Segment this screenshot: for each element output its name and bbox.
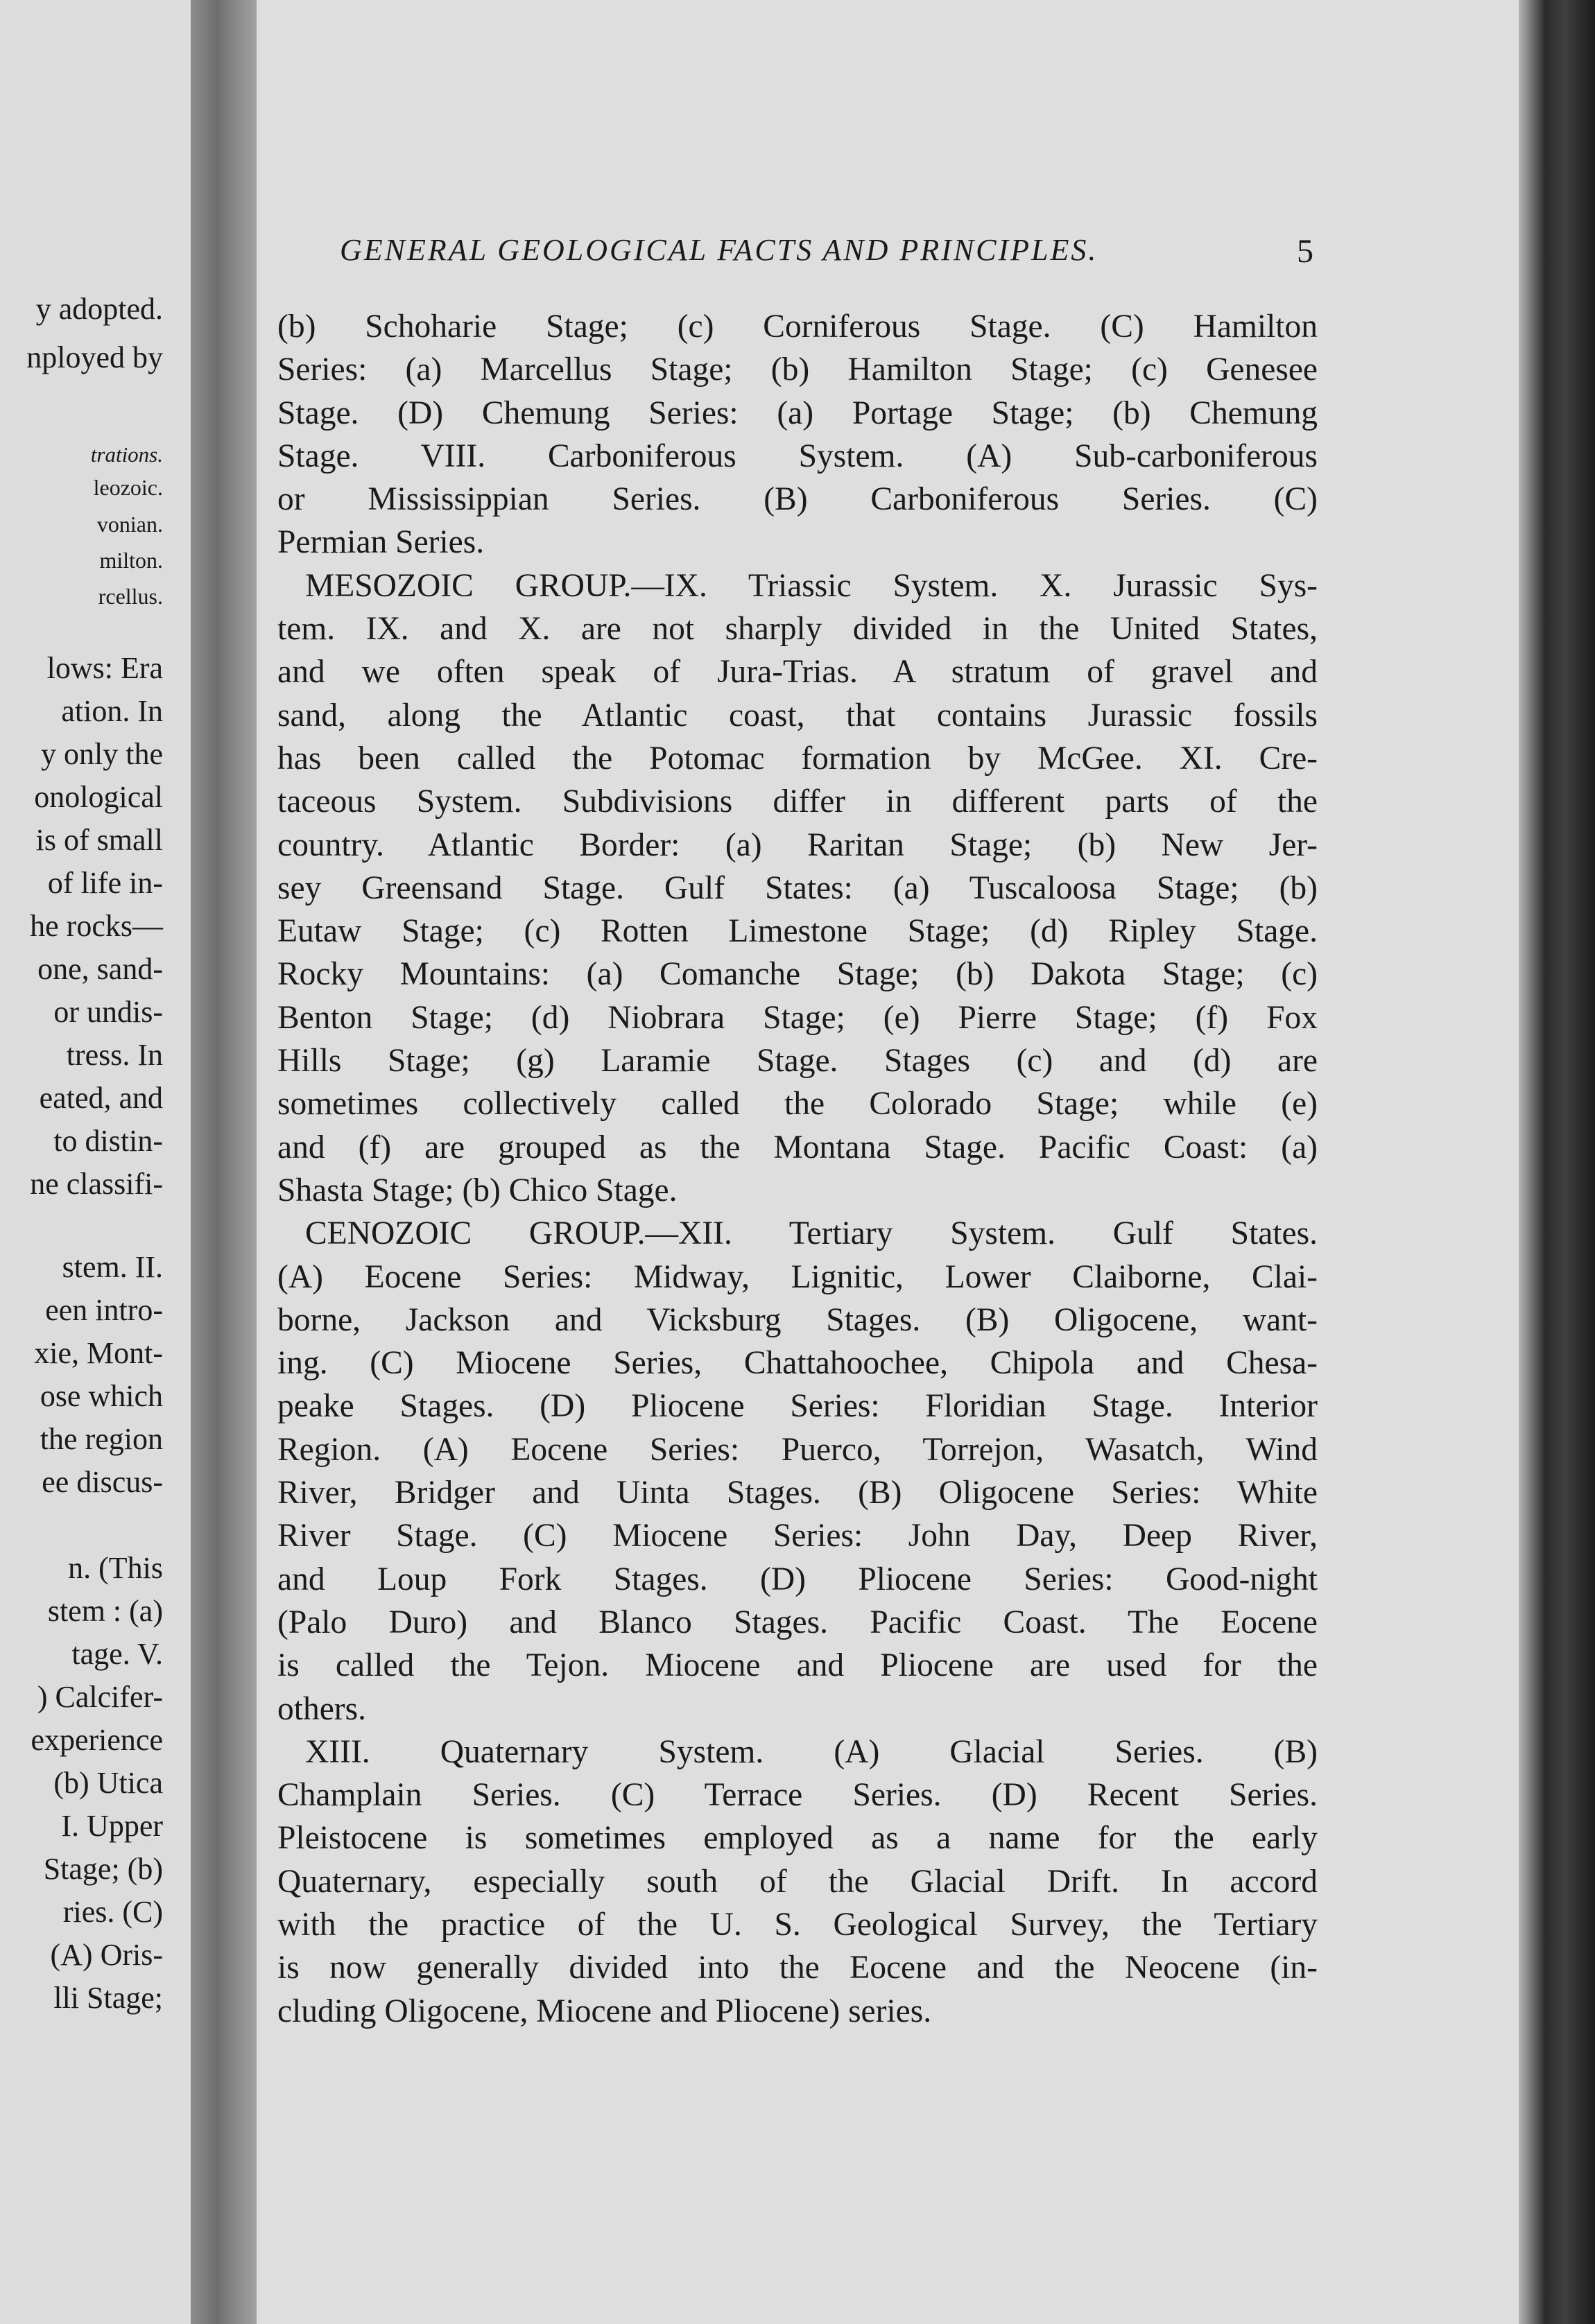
body-line: Hills Stage; (g) Laramie Stage. Stages (c) and (d) are <box>277 1043 1318 1079</box>
page-number: 5 <box>1297 233 1313 270</box>
left-page-line: ee discus- <box>42 1465 163 1499</box>
left-page-line: tage. V. <box>71 1637 163 1671</box>
left-page-line: (A) Oris- <box>50 1938 163 1972</box>
page-edge <box>1519 0 1595 2324</box>
body-line: with the practice of the U. S. Geological Survey, the Tertiary <box>277 1906 1318 1943</box>
body-line: (A) Eocene Series: Midway, Lignitic, Lower Claiborne, Clai- <box>277 1258 1318 1295</box>
left-page-line: n. (This <box>68 1551 163 1585</box>
left-page-line: nployed by <box>26 340 163 374</box>
left-page-line: lli Stage; <box>53 1981 163 2015</box>
body-line: Pleistocene is sometimes employed as a name for the early <box>277 1820 1318 1857</box>
body-line: Stage. (D) Chemung Series: (a) Portage Stage; (b) Chemung <box>277 394 1318 431</box>
body-line: is now generally divided into the Eocene and the Neocene (in- <box>277 1950 1318 1986</box>
body-line: Quaternary, especially south of the Glacial Drift. In accord <box>277 1863 1318 1900</box>
left-page-line: ries. (C) <box>62 1895 163 1929</box>
body-line: others. <box>277 1690 366 1727</box>
body-line: Shasta Stage; (b) Chico Stage. <box>277 1172 678 1208</box>
left-page-line: stem : (a) <box>47 1594 163 1628</box>
running-header: GENERAL GEOLOGICAL FACTS AND PRINCIPLES. <box>340 233 1098 267</box>
left-page-line: y only the <box>41 737 163 771</box>
left-page-line: (b) Utica <box>53 1766 163 1800</box>
body-line: Benton Stage; (d) Niobrara Stage; (e) Pierre Stage; (f) Fox <box>277 999 1318 1036</box>
body-line: MESOZOIC GROUP.—IX. Triassic System. X. Jurassic Sys- <box>305 567 1318 604</box>
body-line: and (f) are grouped as the Montana Stage. Pacific Coast: (a) <box>277 1129 1318 1165</box>
body-line: (Palo Duro) and Blanco Stages. Pacific Coast. The Eocene <box>277 1604 1318 1640</box>
left-page-fragment <box>0 0 191 2324</box>
body-line: borne, Jackson and Vicksburg Stages. (B) Oligocene, want- <box>277 1301 1318 1338</box>
body-line: sometimes collectively called the Colorado Stage; while (e) <box>277 1086 1318 1122</box>
left-page-line: ne classifi- <box>30 1167 163 1201</box>
left-page-line: tress. In <box>66 1038 163 1072</box>
body-line: (b) Schoharie Stage; (c) Corniferous Stage. (C) Hamilton <box>277 309 1318 345</box>
left-page-line: lows: Era <box>46 651 163 685</box>
left-page-line: eated, and <box>39 1081 163 1115</box>
body-line: cluding Oligocene, Miocene and Pliocene) series. <box>277 1993 932 2029</box>
left-page-line: stem. II. <box>62 1250 163 1284</box>
left-page-line: I. Upper <box>61 1809 163 1843</box>
body-line: or Mississippian Series. (B) Carboniferous Series. (C) <box>277 481 1318 518</box>
body-line: Stage. VIII. Carboniferous System. (A) Sub-carboniferous <box>277 437 1318 474</box>
left-page-line: y adopted. <box>35 292 163 326</box>
left-page-line: to distin- <box>53 1124 163 1158</box>
body-line: XIII. Quaternary System. (A) Glacial Series. (B) <box>305 1733 1318 1770</box>
body-line: Region. (A) Eocene Series: Puerco, Torrejon, Wasatch, Wind <box>277 1431 1318 1468</box>
left-page-line: vonian. <box>96 512 163 537</box>
left-page-line: milton. <box>99 548 163 573</box>
left-page-line: trations. <box>90 442 163 467</box>
left-page-line: een intro- <box>45 1293 163 1327</box>
body-line: Rocky Mountains: (a) Comanche Stage; (b) Dakota Stage; (c) <box>277 956 1318 993</box>
left-page-line: leozoic. <box>93 475 163 500</box>
body-line: River, Bridger and Uinta Stages. (B) Oligocene Series: White <box>277 1475 1318 1511</box>
left-page-line: the region <box>40 1422 163 1456</box>
left-page-line: ose which <box>40 1379 163 1413</box>
body-line: is called the Tejon. Miocene and Pliocene are used for the <box>277 1647 1318 1684</box>
left-page-line: ) Calcifer- <box>37 1680 163 1714</box>
body-line: sey Greensand Stage. Gulf States: (a) Tuscaloosa Stage; (b) <box>277 869 1318 906</box>
body-line: CENOZOIC GROUP.—XII. Tertiary System. Gulf States. <box>305 1215 1318 1252</box>
body-line: taceous System. Subdivisions differ in different parts of the <box>277 783 1318 820</box>
body-line: country. Atlantic Border: (a) Raritan Stage; (b) New Jer- <box>277 826 1318 863</box>
left-page-line: or undis- <box>53 995 163 1029</box>
body-line: Champlain Series. (C) Terrace Series. (D) Recent Series. <box>277 1777 1318 1814</box>
body-line: sand, along the Atlantic coast, that contains Jurassic fossils <box>277 697 1318 734</box>
left-page-line: ation. In <box>61 694 163 728</box>
left-page-line: one, sand- <box>37 952 163 986</box>
left-page-line: experience <box>31 1723 163 1757</box>
left-page-line: of life in- <box>47 866 163 900</box>
left-page-line: xie, Mont- <box>34 1336 163 1370</box>
body-line: peake Stages. (D) Pliocene Series: Floridian Stage. Interior <box>277 1388 1318 1425</box>
body-line: Series: (a) Marcellus Stage; (b) Hamilton Stage; (c) Genesee <box>277 352 1318 388</box>
left-page-line: he rocks— <box>30 909 163 943</box>
body-line: ing. (C) Miocene Series, Chattahoochee, Chipola and Chesa- <box>277 1345 1318 1382</box>
body-line: Permian Series. <box>277 524 485 561</box>
body-line: Eutaw Stage; (c) Rotten Limestone Stage; (d) Ripley Stage. <box>277 913 1318 950</box>
body-line: and Loup Fork Stages. (D) Pliocene Series: Good-night <box>277 1561 1318 1597</box>
body-line: tem. IX. and X. are not sharply divided in the United States, <box>277 611 1318 648</box>
left-page-line: is of small <box>35 823 163 857</box>
book-gutter <box>191 0 257 2324</box>
body-line: has been called the Potomac formation by McGee. XI. Cre- <box>277 740 1318 777</box>
body-line: River Stage. (C) Miocene Series: John Day, Deep River, <box>277 1518 1318 1554</box>
left-page-line: Stage; (b) <box>43 1852 163 1886</box>
body-text <box>277 305 1318 2033</box>
left-page-line: rcellus. <box>98 584 163 609</box>
left-page-line: onological <box>34 780 163 814</box>
body-line: and we often speak of Jura-Trias. A stratum of gravel and <box>277 654 1318 691</box>
